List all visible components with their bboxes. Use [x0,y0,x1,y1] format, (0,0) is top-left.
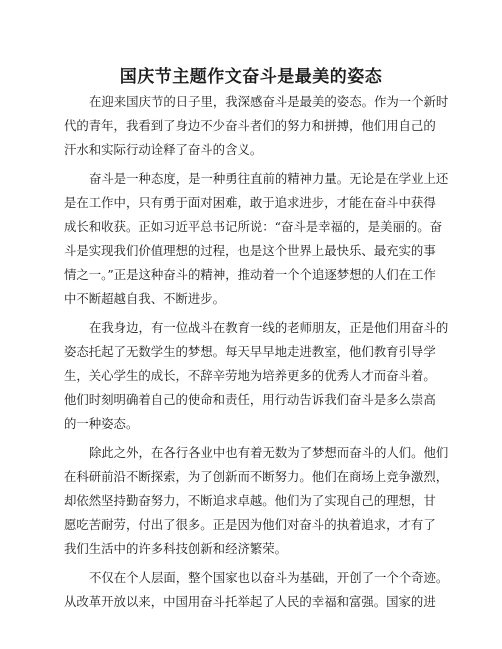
paragraph-2-line-5: 情之一。”正是这种奋斗的精神，推动着一个个追逐梦想的人们在工作 [64,267,436,282]
paragraph-5-line-1: 不仅在个人层面，整个国家也以奋斗为基础，开创了一个个奇迹。 [89,570,449,585]
paragraph-1-line-1: 在迎来国庆节的日子里，我深感奋斗是最美的姿态。作为一个新时 [89,94,449,109]
paragraph-5-line-2: 从改革开放以来，中国用奋斗托举起了人民的幸福和富强。国家的进 [64,594,436,609]
paragraph-4-line-2: 在科研前沿不断探索，为了创新而不断努力。他们在商场上竞争激烈， [64,469,449,484]
paragraph-4-line-4: 愿吃苦耐劳，付出了很多。正是因为他们对奋斗的执着追求，才有了 [64,517,436,532]
paragraph-1-line-2: 代的青年，我看到了身边不少奋斗者们的努力和拼搏，他们用自己的 [64,118,436,133]
paragraph-2-line-3: 成长和收获。正如习近平总书记所说：“奋斗是幸福的，是美丽的。奋 [64,219,443,234]
paragraph-4-line-1: 除此之外，在各行各业中也有着无数为了梦想而奋斗的人们。他们 [89,445,449,460]
paragraph-3-line-3: 生，关心学生的成长，不辞辛劳地为培养更多的优秀人才而奋斗着。 [64,368,436,383]
paragraph-2-line-2: 是在工作中，只有勇于面对困难，敢于追求进步，才能在奋斗中获得 [64,195,436,210]
paragraph-2-line-4: 斗是实现我们价值理想的过程，也是这个世界上最快乐、最充实的事 [64,243,436,258]
paragraph-3-line-1: 在我身边，有一位战斗在教育一线的老师朋友，正是他们用奋斗的 [89,320,449,335]
paragraph-4-line-5: 我们生活中的许多科技创新和经济繁荣。 [64,541,288,556]
paragraph-3-line-4: 他们时刻明确着自己的使命和责任，用行动告诉我们奋斗是多么崇高 [64,392,436,407]
paragraph-1-line-3: 汗水和实际行动诠释了奋斗的含义。 [64,142,263,157]
document-title: 国庆节主题作文奋斗是最美的姿态 [119,67,383,87]
paragraph-3-line-2: 姿态托起了无数学生的梦想。每天早早地走进教室，他们教育引导学 [64,344,436,359]
paragraph-3-line-5: 的一种姿态。 [64,416,139,431]
paragraph-4-line-3: 却依然坚持勤奋努力，不断追求卓越。他们为了实现自己的理想，甘 [64,493,436,508]
paragraph-2-line-6: 中不断超越自我、不断进步。 [64,291,226,306]
paragraph-2-line-1: 奋斗是一种态度，是一种勇往直前的精神力量。无论是在学业上还 [89,171,449,186]
